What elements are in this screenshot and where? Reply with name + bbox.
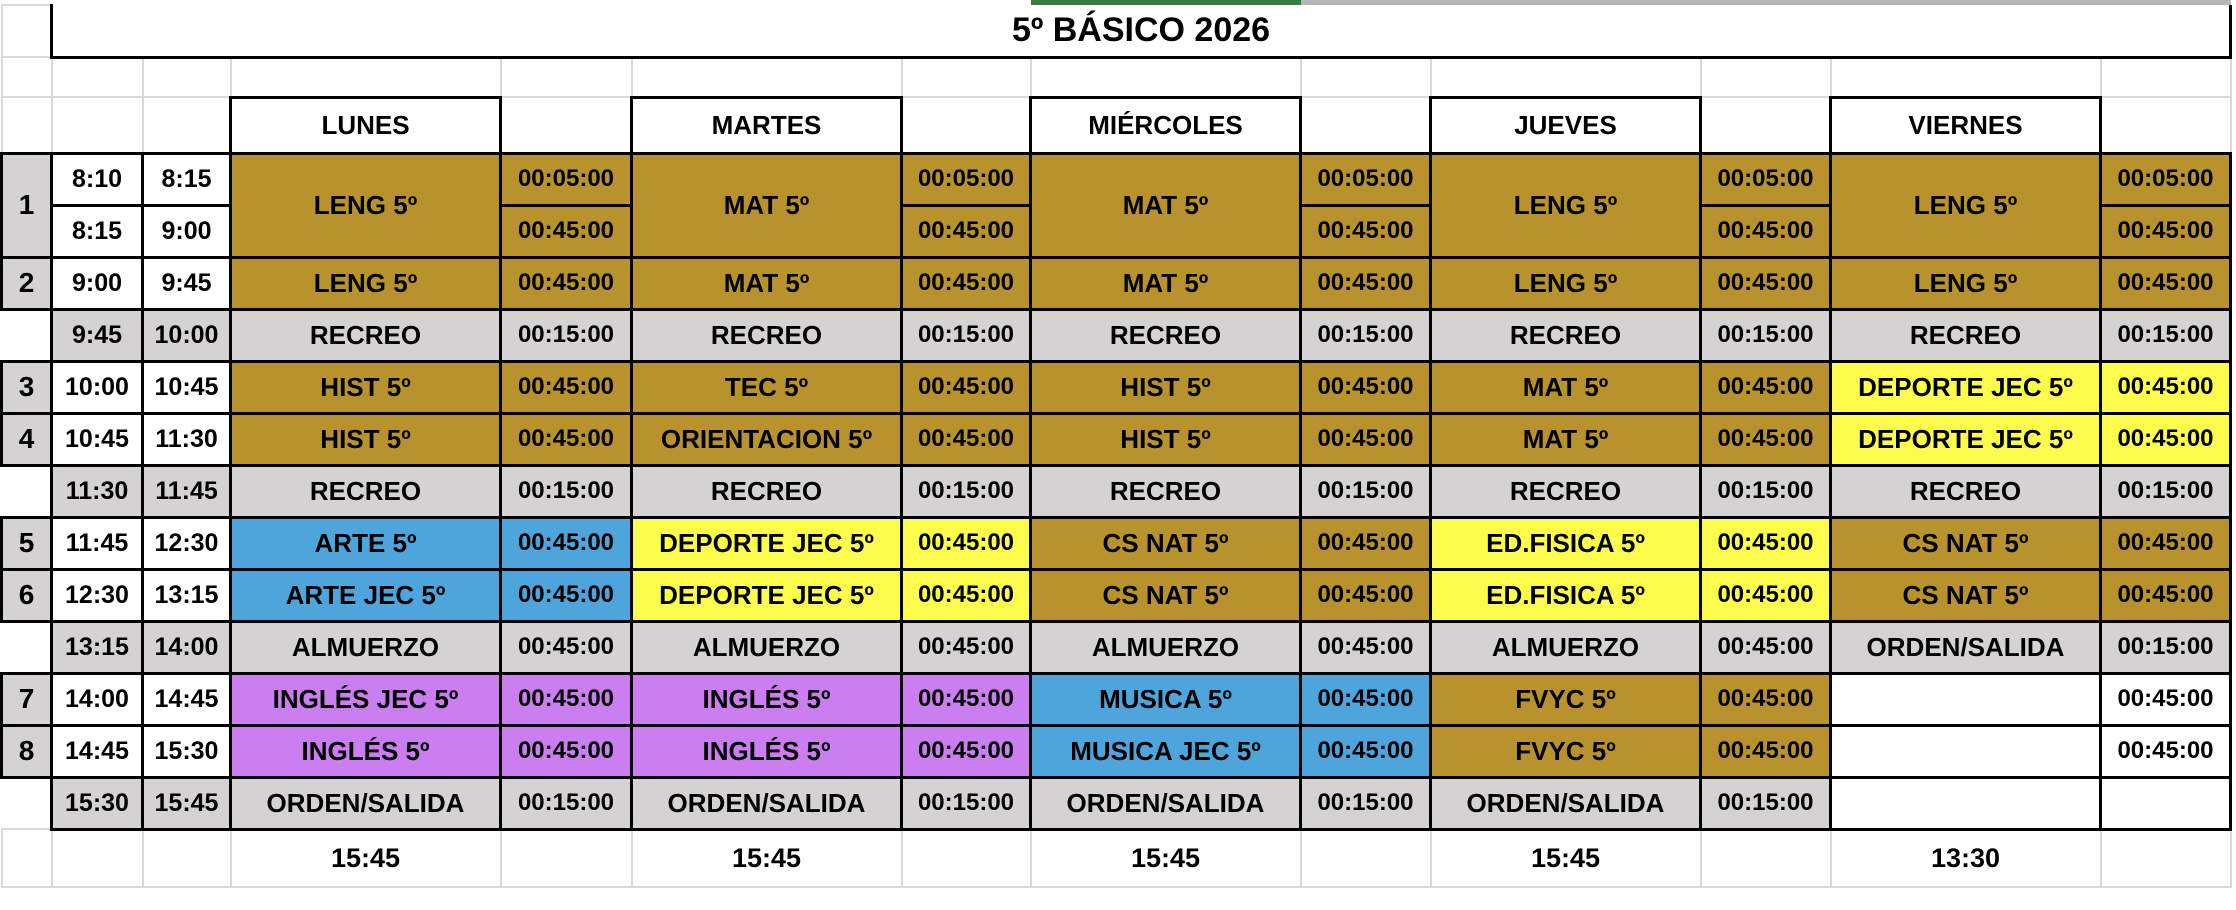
duration-cell: 00:45:00 bbox=[501, 725, 632, 777]
subject-cell: RECREO bbox=[1031, 309, 1301, 361]
start-time-cell: 8:10 bbox=[52, 153, 143, 205]
subject-cell: MAT 5º bbox=[1431, 413, 1701, 465]
period-number-cell: 1 bbox=[2, 153, 52, 257]
duration-cell: 00:15:00 bbox=[1301, 465, 1431, 517]
subject-cell: MAT 5º bbox=[632, 257, 902, 309]
duration-cell: 00:45:00 bbox=[1301, 621, 1431, 673]
subject-cell: LENG 5º bbox=[231, 153, 501, 257]
day-total-cell: 15:45 bbox=[1431, 829, 1701, 887]
spacer-cell bbox=[1031, 57, 1301, 97]
day-total-cell: 15:45 bbox=[1031, 829, 1301, 887]
subject-cell: ORDEN/SALIDA bbox=[632, 777, 902, 829]
total-gutter bbox=[2101, 829, 2231, 887]
subject-cell: MAT 5º bbox=[1031, 257, 1301, 309]
duration-cell: 00:45:00 bbox=[2101, 569, 2231, 621]
spacer-cell bbox=[1431, 57, 1701, 97]
duration-cell: 00:45:00 bbox=[2101, 673, 2231, 725]
duration-cell: 00:15:00 bbox=[902, 309, 1031, 361]
total-gutter bbox=[1301, 829, 1431, 887]
subject-cell: RECREO bbox=[1831, 309, 2101, 361]
period-number-cell bbox=[2, 465, 52, 517]
subject-cell: HIST 5º bbox=[1031, 361, 1301, 413]
duration-cell: 00:45:00 bbox=[1301, 673, 1431, 725]
header-gutter bbox=[2101, 97, 2231, 153]
subject-cell: TEC 5º bbox=[632, 361, 902, 413]
subject-cell: CS NAT 5º bbox=[1831, 569, 2101, 621]
subject-cell: MUSICA JEC 5º bbox=[1031, 725, 1301, 777]
title-left-gutter bbox=[2, 5, 52, 57]
subject-cell: HIST 5º bbox=[231, 413, 501, 465]
start-time-cell: 11:30 bbox=[52, 465, 143, 517]
subject-cell: RECREO bbox=[632, 309, 902, 361]
start-time-cell: 12:30 bbox=[52, 569, 143, 621]
subject-cell: CS NAT 5º bbox=[1031, 569, 1301, 621]
start-time-cell: 14:45 bbox=[52, 725, 143, 777]
bottom-filler bbox=[2, 887, 2236, 910]
duration-cell: 00:45:00 bbox=[1701, 361, 1831, 413]
subject-cell: RECREO bbox=[1831, 465, 2101, 517]
period-number-cell: 3 bbox=[2, 361, 52, 413]
spacer-cell bbox=[143, 57, 231, 97]
duration-cell: 00:45:00 bbox=[1701, 673, 1831, 725]
start-time-cell: 11:45 bbox=[52, 517, 143, 569]
subject-cell: INGLÉS JEC 5º bbox=[231, 673, 501, 725]
start-time-cell: 10:00 bbox=[52, 361, 143, 413]
duration-cell: 00:45:00 bbox=[501, 413, 632, 465]
end-time-cell: 8:15 bbox=[143, 153, 231, 205]
spacer-cell bbox=[2231, 57, 2236, 97]
duration-cell: 00:15:00 bbox=[1301, 309, 1431, 361]
period-number-cell bbox=[2, 621, 52, 673]
subject-cell: LENG 5º bbox=[1431, 257, 1701, 309]
duration-cell: 00:05:00 bbox=[902, 153, 1031, 205]
duration-cell: 00:45:00 bbox=[1301, 361, 1431, 413]
subject-cell: LENG 5º bbox=[231, 257, 501, 309]
duration-cell: 00:45:00 bbox=[902, 205, 1031, 257]
duration-cell: 00:45:00 bbox=[501, 621, 632, 673]
duration-cell: 00:15:00 bbox=[2101, 465, 2231, 517]
subject-cell: DEPORTE JEC 5º bbox=[1831, 413, 2101, 465]
end-time-cell: 10:45 bbox=[143, 361, 231, 413]
period-number-cell bbox=[2, 777, 52, 829]
spacer-cell bbox=[632, 57, 902, 97]
subject-cell: RECREO bbox=[1431, 309, 1701, 361]
subject-cell: HIST 5º bbox=[1031, 413, 1301, 465]
spacer-cell bbox=[1301, 57, 1431, 97]
header-gutter bbox=[1701, 97, 1831, 153]
duration-cell: 00:45:00 bbox=[902, 569, 1031, 621]
end-time-cell: 15:30 bbox=[143, 725, 231, 777]
period-number-cell: 7 bbox=[2, 673, 52, 725]
subject-cell: ALMUERZO bbox=[632, 621, 902, 673]
subject-cell: RECREO bbox=[632, 465, 902, 517]
end-time-cell: 9:00 bbox=[143, 205, 231, 257]
duration-cell: 00:15:00 bbox=[501, 777, 632, 829]
duration-cell: 00:45:00 bbox=[1301, 569, 1431, 621]
end-time-cell: 12:30 bbox=[143, 517, 231, 569]
end-time-cell: 14:00 bbox=[143, 621, 231, 673]
duration-cell: 00:45:00 bbox=[902, 257, 1031, 309]
day-total-cell: 13:30 bbox=[1831, 829, 2101, 887]
period-number-cell bbox=[2, 309, 52, 361]
day-header-viernes: VIERNES bbox=[1831, 97, 2101, 153]
day-header-lunes: LUNES bbox=[231, 97, 501, 153]
subject-cell: CS NAT 5º bbox=[1031, 517, 1301, 569]
start-time-cell: 10:45 bbox=[52, 413, 143, 465]
subject-cell: MAT 5º bbox=[632, 153, 902, 257]
subject-cell: INGLÉS 5º bbox=[632, 725, 902, 777]
duration-cell: 00:05:00 bbox=[1701, 153, 1831, 205]
end-time-cell: 13:15 bbox=[143, 569, 231, 621]
subject-cell: DEPORTE JEC 5º bbox=[632, 569, 902, 621]
subject-cell: LENG 5º bbox=[1431, 153, 1701, 257]
duration-cell: 00:45:00 bbox=[902, 361, 1031, 413]
subject-cell: ORDEN/SALIDA bbox=[231, 777, 501, 829]
subject-cell: LENG 5º bbox=[1831, 153, 2101, 257]
duration-cell: 00:45:00 bbox=[902, 673, 1031, 725]
duration-cell: 00:05:00 bbox=[1301, 153, 1431, 205]
duration-cell: 00:05:00 bbox=[2101, 153, 2231, 205]
subject-cell: ALMUERZO bbox=[231, 621, 501, 673]
duration-cell: 00:45:00 bbox=[1701, 517, 1831, 569]
duration-cell: 00:45:00 bbox=[902, 725, 1031, 777]
duration-cell: 00:45:00 bbox=[2101, 205, 2231, 257]
period-number-cell: 5 bbox=[2, 517, 52, 569]
header-gutter bbox=[1301, 97, 1431, 153]
duration-cell: 00:15:00 bbox=[501, 309, 632, 361]
subject-cell bbox=[1831, 777, 2101, 829]
header-gutter bbox=[2, 97, 52, 153]
subject-cell: RECREO bbox=[231, 309, 501, 361]
duration-cell: 00:45:00 bbox=[1301, 205, 1431, 257]
header-gutter bbox=[52, 97, 143, 153]
end-time-cell: 11:45 bbox=[143, 465, 231, 517]
subject-cell: ORIENTACION 5º bbox=[632, 413, 902, 465]
header-gutter bbox=[501, 97, 632, 153]
duration-cell: 00:45:00 bbox=[501, 257, 632, 309]
start-time-cell: 8:15 bbox=[52, 205, 143, 257]
start-time-cell: 14:00 bbox=[52, 673, 143, 725]
day-total-cell: 15:45 bbox=[231, 829, 501, 887]
total-gutter bbox=[902, 829, 1031, 887]
subject-cell: ORDEN/SALIDA bbox=[1431, 777, 1701, 829]
duration-cell: 00:45:00 bbox=[501, 205, 632, 257]
subject-cell: RECREO bbox=[231, 465, 501, 517]
spacer-cell bbox=[1831, 57, 2101, 97]
subject-cell: MUSICA 5º bbox=[1031, 673, 1301, 725]
spacer-cell bbox=[231, 57, 501, 97]
start-time-cell: 9:00 bbox=[52, 257, 143, 309]
end-time-cell: 11:30 bbox=[143, 413, 231, 465]
subject-cell: LENG 5º bbox=[1831, 257, 2101, 309]
day-header-martes: MARTES bbox=[632, 97, 902, 153]
subject-cell: ED.FISICA 5º bbox=[1431, 569, 1701, 621]
day-header-miercoles: MIÉRCOLES bbox=[1031, 97, 1301, 153]
subject-cell: DEPORTE JEC 5º bbox=[632, 517, 902, 569]
spacer-cell bbox=[1701, 57, 1831, 97]
subject-cell: FVYC 5º bbox=[1431, 673, 1701, 725]
subject-cell: DEPORTE JEC 5º bbox=[1831, 361, 2101, 413]
spacer-cell bbox=[2101, 57, 2231, 97]
header-gutter bbox=[143, 97, 231, 153]
duration-cell: 00:45:00 bbox=[902, 621, 1031, 673]
duration-cell: 00:15:00 bbox=[902, 777, 1031, 829]
header-gutter bbox=[2231, 97, 2236, 153]
duration-cell: 00:15:00 bbox=[1301, 777, 1431, 829]
start-time-cell: 9:45 bbox=[52, 309, 143, 361]
duration-cell: 00:15:00 bbox=[1701, 465, 1831, 517]
duration-cell: 00:45:00 bbox=[1701, 725, 1831, 777]
duration-cell: 00:45:00 bbox=[1701, 205, 1831, 257]
duration-cell: 00:45:00 bbox=[902, 413, 1031, 465]
subject-cell: FVYC 5º bbox=[1431, 725, 1701, 777]
subject-cell: ALMUERZO bbox=[1431, 621, 1701, 673]
day-total-cell: 15:45 bbox=[632, 829, 902, 887]
duration-cell: 00:15:00 bbox=[501, 465, 632, 517]
duration-cell: 00:45:00 bbox=[1301, 257, 1431, 309]
subject-cell: MAT 5º bbox=[1431, 361, 1701, 413]
subject-cell: ARTE JEC 5º bbox=[231, 569, 501, 621]
end-time-cell: 15:45 bbox=[143, 777, 231, 829]
subject-cell: ORDEN/SALIDA bbox=[1031, 777, 1301, 829]
subject-cell: INGLÉS 5º bbox=[231, 725, 501, 777]
period-number-cell: 8 bbox=[2, 725, 52, 777]
day-header-jueves: JUEVES bbox=[1431, 97, 1701, 153]
spacer-cell bbox=[52, 57, 143, 97]
duration-cell: 00:15:00 bbox=[2101, 309, 2231, 361]
end-time-cell: 9:45 bbox=[143, 257, 231, 309]
end-time-cell: 10:00 bbox=[143, 309, 231, 361]
duration-cell: 00:45:00 bbox=[902, 517, 1031, 569]
period-number-cell: 2 bbox=[2, 257, 52, 309]
spacer-cell bbox=[501, 57, 632, 97]
subject-cell bbox=[1831, 673, 2101, 725]
subject-cell: RECREO bbox=[1431, 465, 1701, 517]
duration-cell: 00:45:00 bbox=[1301, 517, 1431, 569]
duration-cell: 00:45:00 bbox=[2101, 517, 2231, 569]
duration-cell: 00:15:00 bbox=[1701, 777, 1831, 829]
duration-cell: 00:45:00 bbox=[1701, 413, 1831, 465]
end-time-cell: 14:45 bbox=[143, 673, 231, 725]
duration-cell: 00:45:00 bbox=[2101, 361, 2231, 413]
duration-cell: 00:45:00 bbox=[501, 361, 632, 413]
subject-cell: ARTE 5º bbox=[231, 517, 501, 569]
duration-cell: 00:15:00 bbox=[2101, 621, 2231, 673]
duration-cell: 00:45:00 bbox=[501, 569, 632, 621]
start-time-cell: 13:15 bbox=[52, 621, 143, 673]
start-time-cell: 15:30 bbox=[52, 777, 143, 829]
duration-cell: 00:15:00 bbox=[902, 465, 1031, 517]
duration-cell bbox=[2101, 777, 2231, 829]
subject-cell: ORDEN/SALIDA bbox=[1831, 621, 2101, 673]
subject-cell bbox=[1831, 725, 2101, 777]
title-right-gutter bbox=[2231, 5, 2236, 57]
duration-cell: 00:45:00 bbox=[2101, 257, 2231, 309]
duration-cell: 00:45:00 bbox=[501, 517, 632, 569]
subject-cell: MAT 5º bbox=[1031, 153, 1301, 257]
subject-cell: CS NAT 5º bbox=[1831, 517, 2101, 569]
spacer-cell bbox=[2, 57, 52, 97]
subject-cell: RECREO bbox=[1031, 465, 1301, 517]
subject-cell: ED.FISICA 5º bbox=[1431, 517, 1701, 569]
duration-cell: 00:45:00 bbox=[2101, 413, 2231, 465]
subject-cell: HIST 5º bbox=[231, 361, 501, 413]
duration-cell: 00:45:00 bbox=[1701, 257, 1831, 309]
spacer-cell bbox=[902, 57, 1031, 97]
total-gutter bbox=[1701, 829, 1831, 887]
subject-cell: INGLÉS 5º bbox=[632, 673, 902, 725]
duration-cell: 00:45:00 bbox=[2101, 725, 2231, 777]
duration-cell: 00:45:00 bbox=[501, 673, 632, 725]
header-gutter bbox=[902, 97, 1031, 153]
duration-cell: 00:15:00 bbox=[1701, 309, 1831, 361]
period-number-cell: 4 bbox=[2, 413, 52, 465]
duration-cell: 00:45:00 bbox=[1701, 621, 1831, 673]
duration-cell: 00:45:00 bbox=[1301, 725, 1431, 777]
subject-cell: ALMUERZO bbox=[1031, 621, 1301, 673]
duration-cell: 00:45:00 bbox=[1301, 413, 1431, 465]
timetable-title: 5º BÁSICO 2026 bbox=[52, 5, 2231, 57]
total-gutter bbox=[501, 829, 632, 887]
period-number-cell: 6 bbox=[2, 569, 52, 621]
duration-cell: 00:05:00 bbox=[501, 153, 632, 205]
duration-cell: 00:45:00 bbox=[1701, 569, 1831, 621]
